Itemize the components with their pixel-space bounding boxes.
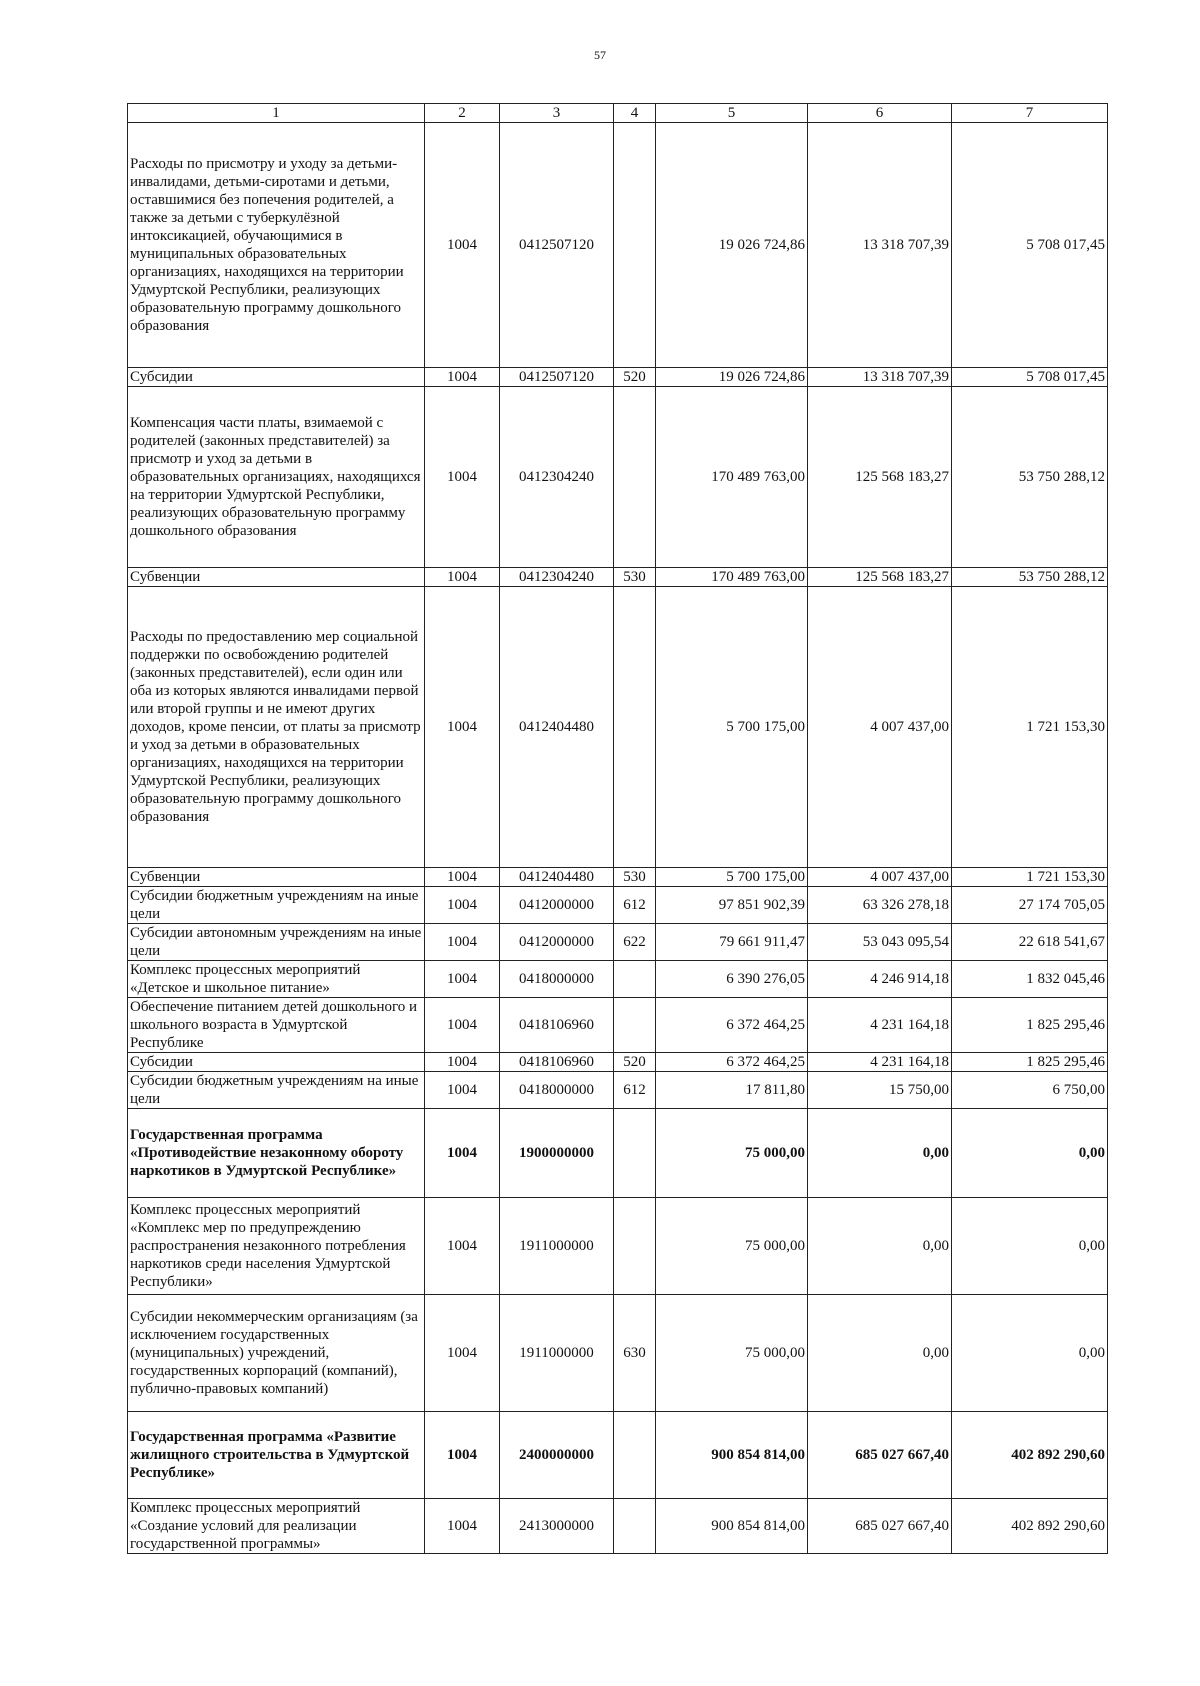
table-row bbox=[128, 587, 1108, 868]
expense-type-cell bbox=[614, 1109, 656, 1198]
target-article-cell: 0418106960 bbox=[500, 1053, 614, 1072]
expense-type-cell bbox=[614, 961, 656, 998]
row-name-cell: Государственная программа «Развитие жилищного строительства в Удмуртской Республике» bbox=[128, 1412, 425, 1499]
amount-cell: 0,00 bbox=[808, 1198, 952, 1295]
section-code-cell: 1004 bbox=[425, 1109, 500, 1198]
row-name-cell: Государственная программа «Противодействие незаконному обороту наркотиков в Удмуртской Республике» bbox=[128, 1109, 425, 1198]
table-row bbox=[128, 1053, 1108, 1072]
amount-cell: 402 892 290,60 bbox=[952, 1412, 1108, 1499]
amount-cell: 53 043 095,54 bbox=[808, 924, 952, 961]
target-article-cell: 0418000000 bbox=[500, 961, 614, 998]
table-row bbox=[128, 1198, 1108, 1295]
expense-type-cell: 612 bbox=[614, 887, 656, 924]
amount-cell: 15 750,00 bbox=[808, 1072, 952, 1109]
amount-cell: 1 825 295,46 bbox=[952, 1053, 1108, 1072]
expense-type-cell bbox=[614, 387, 656, 568]
amount-cell: 5 708 017,45 bbox=[952, 368, 1108, 387]
budget-table bbox=[127, 103, 1108, 1554]
amount-cell: 1 721 153,30 bbox=[952, 868, 1108, 887]
expense-type-cell bbox=[614, 587, 656, 868]
table-row bbox=[128, 924, 1108, 961]
amount-cell: 0,00 bbox=[952, 1295, 1108, 1412]
target-article-cell: 0412304240 bbox=[500, 387, 614, 568]
amount-cell: 1 721 153,30 bbox=[952, 587, 1108, 868]
amount-cell: 1 832 045,46 bbox=[952, 961, 1108, 998]
section-code-cell: 1004 bbox=[425, 1412, 500, 1499]
row-name-cell: Комплекс процессных мероприятий «Создание условий для реализации государственной программы» bbox=[128, 1499, 425, 1554]
table-row bbox=[128, 123, 1108, 368]
section-code-cell: 1004 bbox=[425, 1198, 500, 1295]
section-code-cell: 1004 bbox=[425, 1072, 500, 1109]
target-article-cell: 1911000000 bbox=[500, 1295, 614, 1412]
amount-cell: 53 750 288,12 bbox=[952, 568, 1108, 587]
amount-cell: 13 318 707,39 bbox=[808, 368, 952, 387]
amount-cell: 0,00 bbox=[808, 1109, 952, 1198]
section-code-cell: 1004 bbox=[425, 123, 500, 368]
row-name-cell: Субсидии автономным учреждениям на иные цели bbox=[128, 924, 425, 961]
amount-cell: 685 027 667,40 bbox=[808, 1499, 952, 1554]
amount-cell: 75 000,00 bbox=[656, 1198, 808, 1295]
amount-cell: 900 854 814,00 bbox=[656, 1412, 808, 1499]
target-article-cell: 1911000000 bbox=[500, 1198, 614, 1295]
amount-cell: 170 489 763,00 bbox=[656, 387, 808, 568]
expense-type-cell bbox=[614, 998, 656, 1053]
section-code-cell: 1004 bbox=[425, 924, 500, 961]
section-code-cell: 1004 bbox=[425, 1053, 500, 1072]
target-article-cell: 0412507120 bbox=[500, 368, 614, 387]
section-code-cell: 1004 bbox=[425, 961, 500, 998]
amount-cell: 0,00 bbox=[808, 1295, 952, 1412]
expense-type-cell: 630 bbox=[614, 1295, 656, 1412]
amount-cell: 125 568 183,27 bbox=[808, 568, 952, 587]
row-name-cell: Субвенции bbox=[128, 568, 425, 587]
table-row bbox=[128, 868, 1108, 887]
section-code-cell: 1004 bbox=[425, 368, 500, 387]
table-row bbox=[128, 1412, 1108, 1499]
target-article-cell: 0412404480 bbox=[500, 587, 614, 868]
amount-cell: 79 661 911,47 bbox=[656, 924, 808, 961]
amount-cell: 22 618 541,67 bbox=[952, 924, 1108, 961]
section-code-cell: 1004 bbox=[425, 568, 500, 587]
amount-cell: 170 489 763,00 bbox=[656, 568, 808, 587]
expense-type-cell bbox=[614, 1198, 656, 1295]
target-article-cell: 0412000000 bbox=[500, 924, 614, 961]
row-name-cell: Субвенции bbox=[128, 868, 425, 887]
expense-type-cell bbox=[614, 123, 656, 368]
target-article-cell: 0412404480 bbox=[500, 868, 614, 887]
amount-cell: 4 007 437,00 bbox=[808, 587, 952, 868]
table-row bbox=[128, 887, 1108, 924]
amount-cell: 4 231 164,18 bbox=[808, 998, 952, 1053]
amount-cell: 1 825 295,46 bbox=[952, 998, 1108, 1053]
amount-cell: 0,00 bbox=[952, 1109, 1108, 1198]
amount-cell: 75 000,00 bbox=[656, 1109, 808, 1198]
expense-type-cell: 530 bbox=[614, 868, 656, 887]
table-row bbox=[128, 568, 1108, 587]
column-header: 2 bbox=[425, 104, 500, 123]
amount-cell: 17 811,80 bbox=[656, 1072, 808, 1109]
row-name-cell: Комплекс процессных мероприятий «Комплекс мер по предупреждению распространения незаконного потребления наркотиков среди населения Удмуртской Республики» bbox=[128, 1198, 425, 1295]
expense-type-cell bbox=[614, 1499, 656, 1554]
amount-cell: 6 372 464,25 bbox=[656, 998, 808, 1053]
column-header: 4 bbox=[614, 104, 656, 123]
target-article-cell: 1900000000 bbox=[500, 1109, 614, 1198]
row-name-cell: Расходы по присмотру и уходу за детьми-инвалидами, детьми-сиротами и детьми, оставшимися без попечения родителей, а также за детьми с туберкулёзной интоксикацией, обучающимися в муниципальных образовательных организациях, находящихся на территории Удмуртской Республики, реализующих образовательную программу дошкольного образования bbox=[128, 123, 425, 368]
table-row bbox=[128, 1109, 1108, 1198]
amount-cell: 5 700 175,00 bbox=[656, 868, 808, 887]
amount-cell: 19 026 724,86 bbox=[656, 123, 808, 368]
table-row bbox=[128, 387, 1108, 568]
amount-cell: 0,00 bbox=[952, 1198, 1108, 1295]
target-article-cell: 2413000000 bbox=[500, 1499, 614, 1554]
amount-cell: 13 318 707,39 bbox=[808, 123, 952, 368]
amount-cell: 27 174 705,05 bbox=[952, 887, 1108, 924]
row-name-cell: Субсидии бюджетным учреждениям на иные цели bbox=[128, 887, 425, 924]
target-article-cell: 0412000000 bbox=[500, 887, 614, 924]
section-code-cell: 1004 bbox=[425, 1499, 500, 1554]
row-name-cell: Субсидии bbox=[128, 1053, 425, 1072]
target-article-cell: 0412507120 bbox=[500, 123, 614, 368]
table-row bbox=[128, 1295, 1108, 1412]
table-row bbox=[128, 998, 1108, 1053]
amount-cell: 5 708 017,45 bbox=[952, 123, 1108, 368]
section-code-cell: 1004 bbox=[425, 998, 500, 1053]
amount-cell: 685 027 667,40 bbox=[808, 1412, 952, 1499]
section-code-cell: 1004 bbox=[425, 887, 500, 924]
row-name-cell: Субсидии bbox=[128, 368, 425, 387]
table-row bbox=[128, 1072, 1108, 1109]
table-header-row bbox=[128, 104, 1108, 123]
expense-type-cell: 520 bbox=[614, 1053, 656, 1072]
expense-type-cell: 520 bbox=[614, 368, 656, 387]
row-name-cell: Субсидии бюджетным учреждениям на иные цели bbox=[128, 1072, 425, 1109]
amount-cell: 53 750 288,12 bbox=[952, 387, 1108, 568]
target-article-cell: 0412304240 bbox=[500, 568, 614, 587]
expense-type-cell: 622 bbox=[614, 924, 656, 961]
target-article-cell: 2400000000 bbox=[500, 1412, 614, 1499]
section-code-cell: 1004 bbox=[425, 1295, 500, 1412]
page-number: 57 bbox=[594, 48, 606, 62]
amount-cell: 75 000,00 bbox=[656, 1295, 808, 1412]
amount-cell: 125 568 183,27 bbox=[808, 387, 952, 568]
expense-type-cell: 530 bbox=[614, 568, 656, 587]
row-name-cell: Комплекс процессных мероприятий «Детское и школьное питание» bbox=[128, 961, 425, 998]
column-header: 3 bbox=[500, 104, 614, 123]
row-name-cell: Обеспечение питанием детей дошкольного и школьного возраста в Удмуртской Республике bbox=[128, 998, 425, 1053]
target-article-cell: 0418000000 bbox=[500, 1072, 614, 1109]
target-article-cell: 0418106960 bbox=[500, 998, 614, 1053]
column-header: 7 bbox=[952, 104, 1108, 123]
column-header: 5 bbox=[656, 104, 808, 123]
amount-cell: 900 854 814,00 bbox=[656, 1499, 808, 1554]
amount-cell: 4 007 437,00 bbox=[808, 868, 952, 887]
table-row bbox=[128, 1499, 1108, 1554]
row-name-cell: Субсидии некоммерческим организациям (за исключением государственных (муниципальных) учреждений, государственных корпораций (компаний), публично-правовых компаний) bbox=[128, 1295, 425, 1412]
amount-cell: 4 246 914,18 bbox=[808, 961, 952, 998]
amount-cell: 6 390 276,05 bbox=[656, 961, 808, 998]
row-name-cell: Компенсация части платы, взимаемой с родителей (законных представителей) за присмотр и уход за детьми в образовательных организациях, находящихся на территории Удмуртской Республики, реализующих образовательную программу дошкольного образования bbox=[128, 387, 425, 568]
column-header: 6 bbox=[808, 104, 952, 123]
amount-cell: 6 372 464,25 bbox=[656, 1053, 808, 1072]
section-code-cell: 1004 bbox=[425, 387, 500, 568]
table-row bbox=[128, 368, 1108, 387]
expense-type-cell: 612 bbox=[614, 1072, 656, 1109]
row-name-cell: Расходы по предоставлению мер социальной поддержки по освобождению родителей (законных представителей), если один или оба из которых являются инвалидами первой или второй группы и не имеют других доходов, кроме пенсии, от платы за присмотр и уход за детьми в образовательных организациях, находящихся на территории Удмуртской Республики, реализующих образовательную программу дошкольного образования bbox=[128, 587, 425, 868]
amount-cell: 19 026 724,86 bbox=[656, 368, 808, 387]
amount-cell: 402 892 290,60 bbox=[952, 1499, 1108, 1554]
column-header: 1 bbox=[128, 104, 425, 123]
amount-cell: 63 326 278,18 bbox=[808, 887, 952, 924]
amount-cell: 6 750,00 bbox=[952, 1072, 1108, 1109]
amount-cell: 97 851 902,39 bbox=[656, 887, 808, 924]
expense-type-cell bbox=[614, 1412, 656, 1499]
amount-cell: 4 231 164,18 bbox=[808, 1053, 952, 1072]
amount-cell: 5 700 175,00 bbox=[656, 587, 808, 868]
section-code-cell: 1004 bbox=[425, 587, 500, 868]
table-row bbox=[128, 961, 1108, 998]
section-code-cell: 1004 bbox=[425, 868, 500, 887]
